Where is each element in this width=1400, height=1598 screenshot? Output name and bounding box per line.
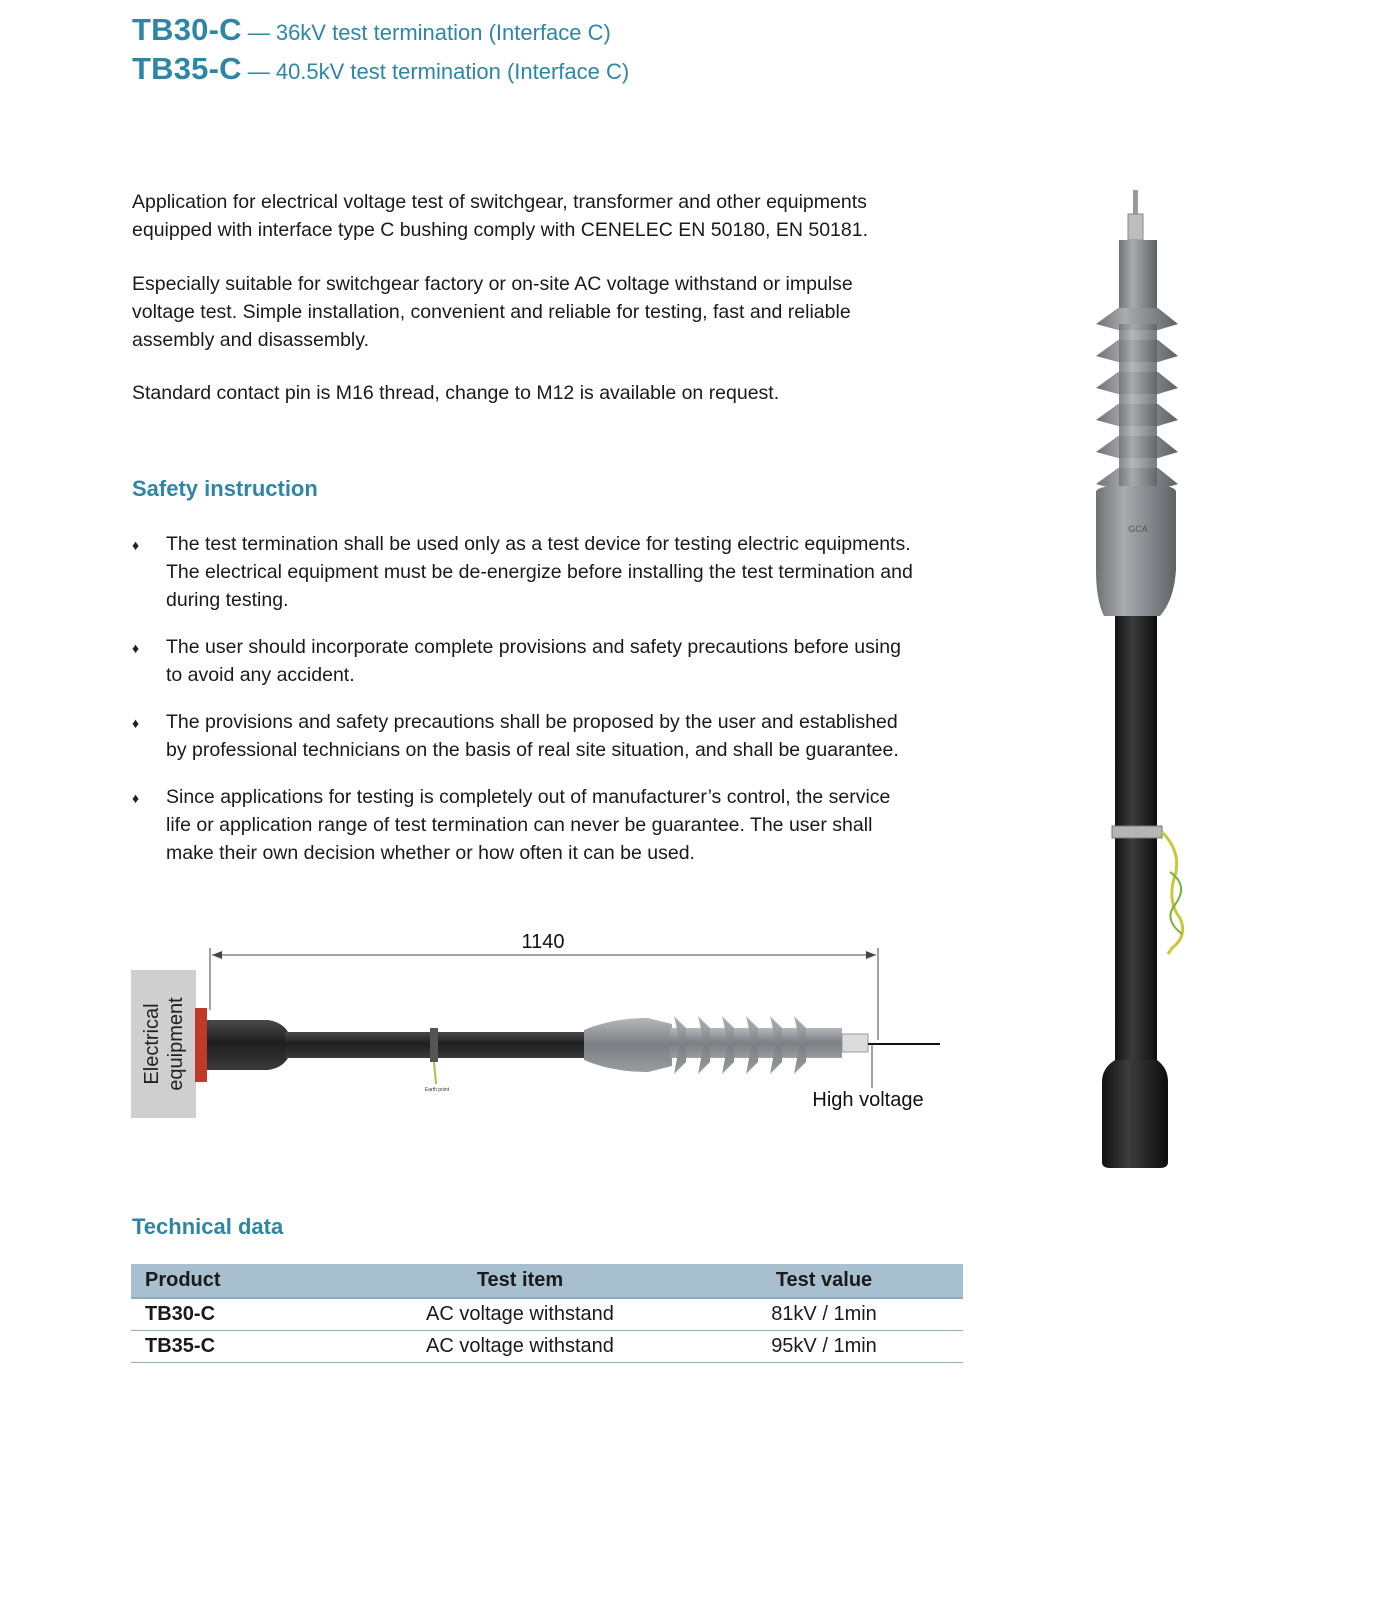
text-line: to avoid any accident. [166, 664, 355, 686]
insulator-body [1096, 486, 1176, 616]
interface-seal [195, 1008, 207, 1082]
earth-clamp [1112, 826, 1162, 838]
installation-diagram [0, 920, 980, 1140]
column-header-test-value: Test value [685, 1264, 963, 1298]
dimension-value: 1140 [521, 931, 565, 953]
table-row [131, 1298, 963, 1331]
cell-product: TB30-C [131, 1298, 355, 1331]
equipment-label: Electrical [141, 1003, 163, 1085]
earth-point-label: Earth point [424, 1087, 450, 1093]
table-header-row [131, 1264, 963, 1298]
terminal-fitting [1128, 214, 1143, 240]
cable [1115, 616, 1157, 1066]
diamond-bullet-icon: ♦ [132, 537, 140, 553]
earth-clamp [430, 1028, 438, 1062]
safety-list [132, 530, 982, 886]
text-line: The user should incorporate complete provisions and safety precautions before using [166, 636, 901, 658]
cable-connector [207, 1020, 288, 1070]
product-description: — 36kV test termination (Interface C) [247, 20, 611, 45]
brand-mark: GCA [1128, 524, 1148, 534]
diamond-bullet-icon: ♦ [132, 640, 140, 656]
intro-paragraph-3 [132, 379, 952, 407]
list-item [132, 708, 982, 764]
insulator-stem [1119, 324, 1157, 494]
product-description: — 40.5kV test termination (Interface C) [247, 59, 630, 84]
product-photo [1080, 185, 1210, 1175]
diamond-bullet-icon: ♦ [132, 790, 140, 806]
high-voltage-label: High voltage [812, 1089, 924, 1111]
cell-test-value: 95kV / 1min [685, 1331, 963, 1363]
terminal [842, 1034, 868, 1052]
text-line: by professional technicians on the basis of real site situation, and shall be guarantee. [166, 739, 899, 761]
text-line: during testing. [166, 589, 289, 611]
cell-test-value: 81kV / 1min [685, 1298, 963, 1331]
cable-connector [1102, 1060, 1168, 1168]
text-line: The test termination shall be used only as a test device for testing electric equipments. [166, 533, 911, 555]
text-line: The provisions and safety precautions shall be proposed by the user and established [166, 711, 898, 733]
cell-product: TB35-C [131, 1331, 355, 1363]
insulator-body [584, 1018, 672, 1072]
list-item [132, 530, 982, 614]
cell-test-item: AC voltage withstand [355, 1298, 685, 1331]
intro-paragraph-2 [132, 270, 952, 354]
title-tb35 [132, 51, 629, 87]
text-line: The electrical equipment must be de-energize before installing the test termination and [166, 561, 913, 583]
diamond-bullet-icon: ♦ [132, 715, 140, 731]
title-tb30 [132, 12, 611, 48]
earth-wire [434, 1062, 436, 1084]
arrow-left-icon [212, 951, 222, 959]
list-item [132, 783, 982, 867]
product-code: TB30-C [132, 12, 242, 47]
earth-wire [1162, 832, 1183, 954]
column-header-test-item: Test item [355, 1264, 685, 1298]
text-line: Standard contact pin is M16 thread, change to M12 is available on request. [132, 382, 780, 404]
intro-paragraph-1 [132, 188, 952, 244]
arrow-right-icon [866, 951, 876, 959]
cell-test-item: AC voltage withstand [355, 1331, 685, 1363]
technical-heading: Technical data [132, 1214, 284, 1239]
list-item [132, 633, 982, 689]
table-row [131, 1331, 963, 1363]
safety-heading: Safety instruction [132, 476, 318, 501]
equipment-label: equipment [165, 997, 187, 1091]
text-line: life or application range of test termination can never be guarantee. The user shall [166, 814, 873, 836]
text-line: equipped with interface type C bushing comply with CENELEC EN 50180, EN 50181. [132, 219, 868, 241]
text-line: assembly and disassembly. [132, 329, 369, 351]
text-line: voltage test. Simple installation, convenient and reliable for testing, fast and reliable [132, 301, 851, 323]
text-line: Since applications for testing is completely out of manufacturer’s control, the service [166, 786, 891, 808]
text-line: make their own decision whether or how often it can be used. [166, 842, 695, 864]
text-line: Application for electrical voltage test of switchgear, transformer and other equipments [132, 191, 867, 213]
technical-table [131, 1264, 963, 1363]
column-header-product: Product [131, 1264, 355, 1298]
text-line: Especially suitable for switchgear factory or on-site AC voltage withstand or impulse [132, 273, 853, 295]
product-code: TB35-C [132, 51, 242, 86]
technical-table-wrap [131, 1264, 963, 1363]
